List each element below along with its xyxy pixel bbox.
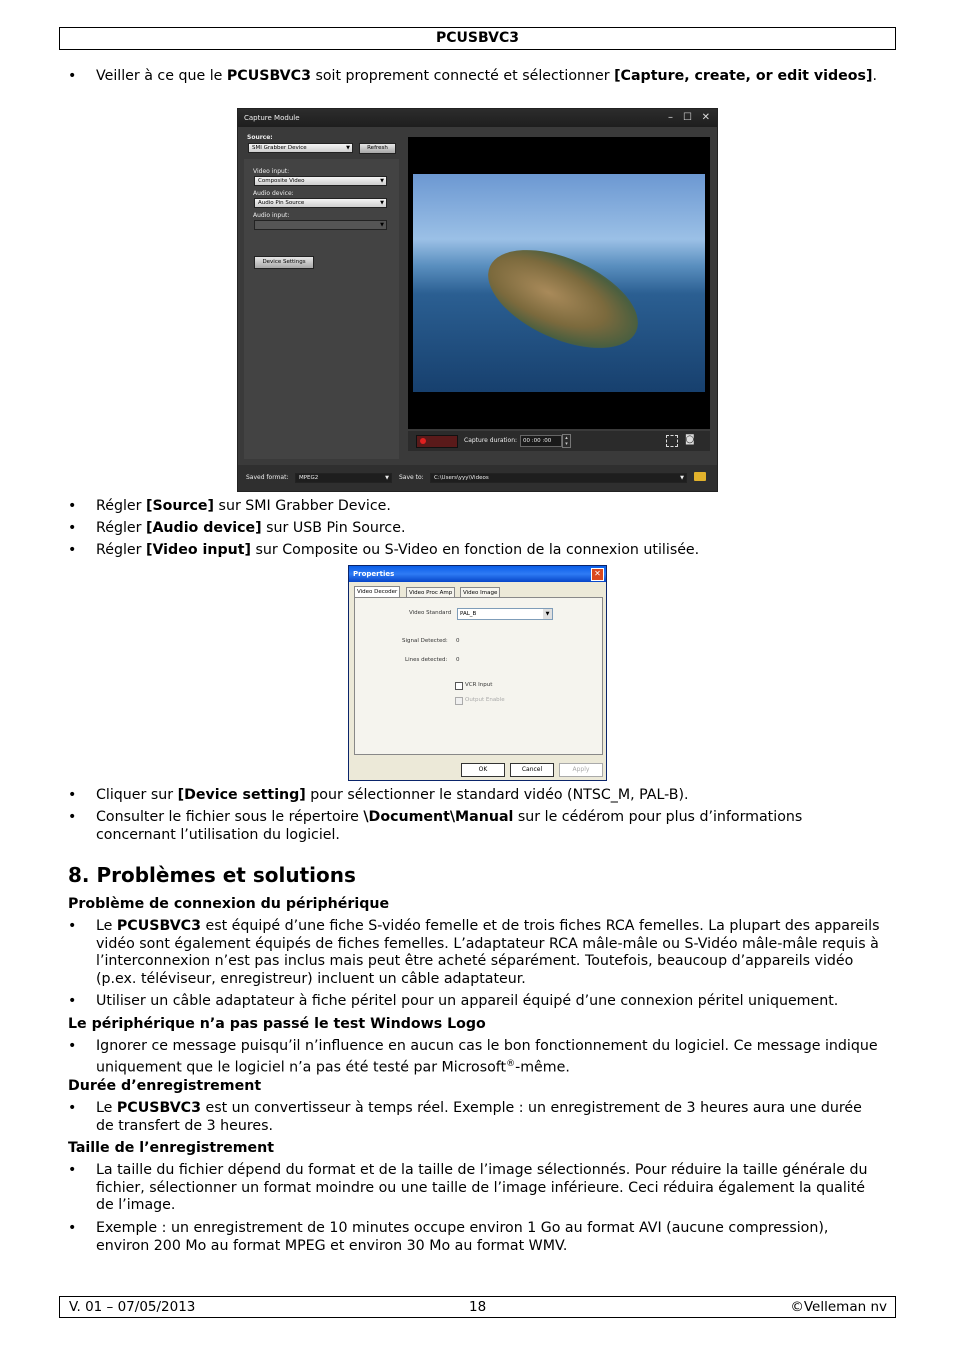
- capture-duration-label: Capture duration:: [464, 437, 518, 444]
- subsection-title: Le périphérique n’a pas passé le test Windows Logo: [68, 1016, 486, 1032]
- subsection-title: Durée d’enregistrement: [68, 1078, 262, 1094]
- video-input-dropdown[interactable]: Composite Video ▼: [254, 176, 387, 186]
- page-footer: [59, 1296, 896, 1318]
- subsection-title: Problème de connexion du périphérique: [68, 896, 390, 912]
- video-input-label: Video input:: [253, 168, 290, 175]
- ok-button[interactable]: OK: [461, 763, 505, 777]
- capture-title-bar: [238, 109, 717, 127]
- minimize-icon[interactable]: –: [668, 112, 673, 123]
- tab-video-image[interactable]: Video Image: [460, 587, 500, 598]
- preview-image: [413, 174, 705, 392]
- audio-input-dropdown[interactable]: [254, 220, 387, 230]
- tab-video-proc-amp[interactable]: Video Proc Amp: [406, 587, 455, 598]
- menu-option: [Capture, create, or edit videos]: [614, 68, 873, 84]
- list-item: • Exemple : un enregistrement de 10 minutes occupe environ 1 Go au format AVI (aucune compression), environ 200 Mo au format MPEG et environ 30 Mo au format WMV.: [96, 1220, 884, 1255]
- intro-bullet: [96, 68, 884, 86]
- lines-detected-label: Lines detected:: [405, 657, 448, 663]
- list-item: • Le PCUSBVC3 est équipé d’une fiche S-vidéo femelle et de trois fiches RCA femelles. La plupart des appareils vidéo sont également équipés de fiches femelles. L’adaptateur RCA mâle-mâle ou S-Vidéo mâle-mâle requis à l’interconnexion n’est pas inclus mais peut être acheté séparément. Toutefois, beaucoup d’appareils vidéo (p.ex. téléviseur, enregistreur) incluent un câble adaptateur.: [96, 918, 884, 988]
- video-preview: [408, 137, 710, 429]
- text: soit proprement connecté et sélectionner: [310, 68, 615, 84]
- text: Veiller à ce que le: [96, 68, 227, 84]
- audio-device-dropdown[interactable]: Audio Pin Source ▼: [254, 198, 387, 208]
- cancel-button[interactable]: Cancel: [510, 763, 554, 777]
- footer-copyright: ©Velleman nv: [790, 1299, 887, 1315]
- folder-icon[interactable]: [694, 472, 706, 481]
- video-decoder-pane: [354, 597, 603, 755]
- signal-detected-value: 0: [456, 638, 460, 644]
- list-item: • Le PCUSBVC3 est un convertisseur à temps réel. Exemple : un enregistrement de 3 heures aura une durée de transfert de 3 heures.: [96, 1100, 884, 1135]
- duration-spinner-icon[interactable]: ▴ ▾: [562, 434, 571, 448]
- vcr-input-checkbox[interactable]: [455, 682, 463, 690]
- source-dropdown[interactable]: SMI Grabber Device ▼: [248, 143, 353, 153]
- list-item: • Utiliser un câble adaptateur à fiche péritel pour un appareil équipé d’une connexion péritel uniquement.: [96, 993, 884, 1011]
- list-item: • Consulter le fichier sous le répertoire \Document\Manual sur le cédérom pour plus d’informations concernant l’utilisation du logiciel.: [96, 809, 884, 844]
- signal-detected-label: Signal Detected:: [402, 638, 448, 644]
- output-enable-checkbox: [455, 697, 463, 705]
- device-settings-button[interactable]: Device Settings: [254, 256, 314, 269]
- apply-button: Apply: [559, 763, 603, 777]
- page-header: [59, 27, 896, 50]
- record-icon: [420, 438, 426, 444]
- close-icon[interactable]: ✕: [701, 112, 710, 123]
- vcr-input-label: VCR Input: [465, 682, 493, 688]
- capture-title: Capture Module: [244, 114, 300, 122]
- list-item: • Cliquer sur [Device setting] pour sélectionner le standard vidéo (NTSC_M, PAL-B).: [96, 787, 884, 805]
- capture-controls: [408, 431, 710, 451]
- camera-icon[interactable]: ◙: [685, 434, 695, 445]
- refresh-button[interactable]: Refresh: [359, 143, 396, 154]
- saved-format-dropdown[interactable]: MPEG2 ▼: [295, 473, 392, 483]
- header-title: PCUSBVC3: [436, 30, 519, 46]
- list-item: • Régler [Audio device] sur USB Pin Source.: [96, 520, 884, 538]
- list-item: • La taille du fichier dépend du format et de la taille de l’image sélectionnés. Pour réduire la taille générale du fichier, sélectionner un format moindre ou une taille de l’image inférieure. Ceci réduira également la qualité de l’image.: [96, 1162, 884, 1215]
- source-label: Source:: [247, 134, 273, 141]
- lines-detected-value: 0: [456, 657, 460, 663]
- save-to-label: Save to:: [399, 474, 424, 481]
- list-item: • Régler [Source] sur SMI Grabber Device.: [96, 498, 884, 516]
- audio-device-label: Audio device:: [253, 190, 294, 197]
- maximize-icon[interactable]: ☐: [683, 112, 692, 123]
- tab-video-decoder[interactable]: Video Decoder: [354, 586, 400, 598]
- output-enable-label: Output Enable: [465, 697, 505, 703]
- capture-duration-field[interactable]: 00 :00 :00: [520, 435, 562, 447]
- audio-input-label: Audio input:: [253, 212, 290, 219]
- subsection-title: Taille de l’enregistrement: [68, 1140, 275, 1156]
- product-name: PCUSBVC3: [226, 68, 311, 84]
- video-standard-label: Video Standard: [409, 610, 452, 616]
- save-to-dropdown[interactable]: C:\Users\yyy\Videos ▼: [430, 473, 687, 483]
- list-item: • Ignorer ce message puisqu’il n’influence en aucun cas le bon fonctionnement du logiciel. Ce message indique uniquement que le logiciel n’a pas été testé par Microsoft®-même.: [96, 1038, 884, 1077]
- chevron-down-icon[interactable]: ▼: [543, 609, 552, 619]
- capture-bottom-bar: [238, 465, 717, 491]
- video-standard-value: PAL_B: [460, 611, 477, 617]
- saved-format-label: Saved format:: [246, 474, 289, 481]
- fullscreen-icon[interactable]: [666, 435, 678, 447]
- list-item: • Régler [Video input] sur Composite ou S-Video en fonction de la connexion utilisée.: [96, 542, 884, 560]
- footer-version: V. 01 – 07/05/2013: [69, 1299, 196, 1315]
- properties-dialog-screenshot: [348, 565, 607, 781]
- page-number: 18: [469, 1299, 487, 1315]
- properties-title-bar: [349, 566, 606, 582]
- record-button[interactable]: [416, 435, 458, 448]
- section-title: 8. Problèmes et solutions: [68, 863, 356, 887]
- video-standard-select[interactable]: [457, 608, 553, 620]
- capture-module-screenshot: [237, 108, 718, 492]
- properties-title: Properties: [353, 570, 395, 578]
- close-icon[interactable]: ✕: [591, 568, 604, 581]
- text: .: [872, 68, 877, 84]
